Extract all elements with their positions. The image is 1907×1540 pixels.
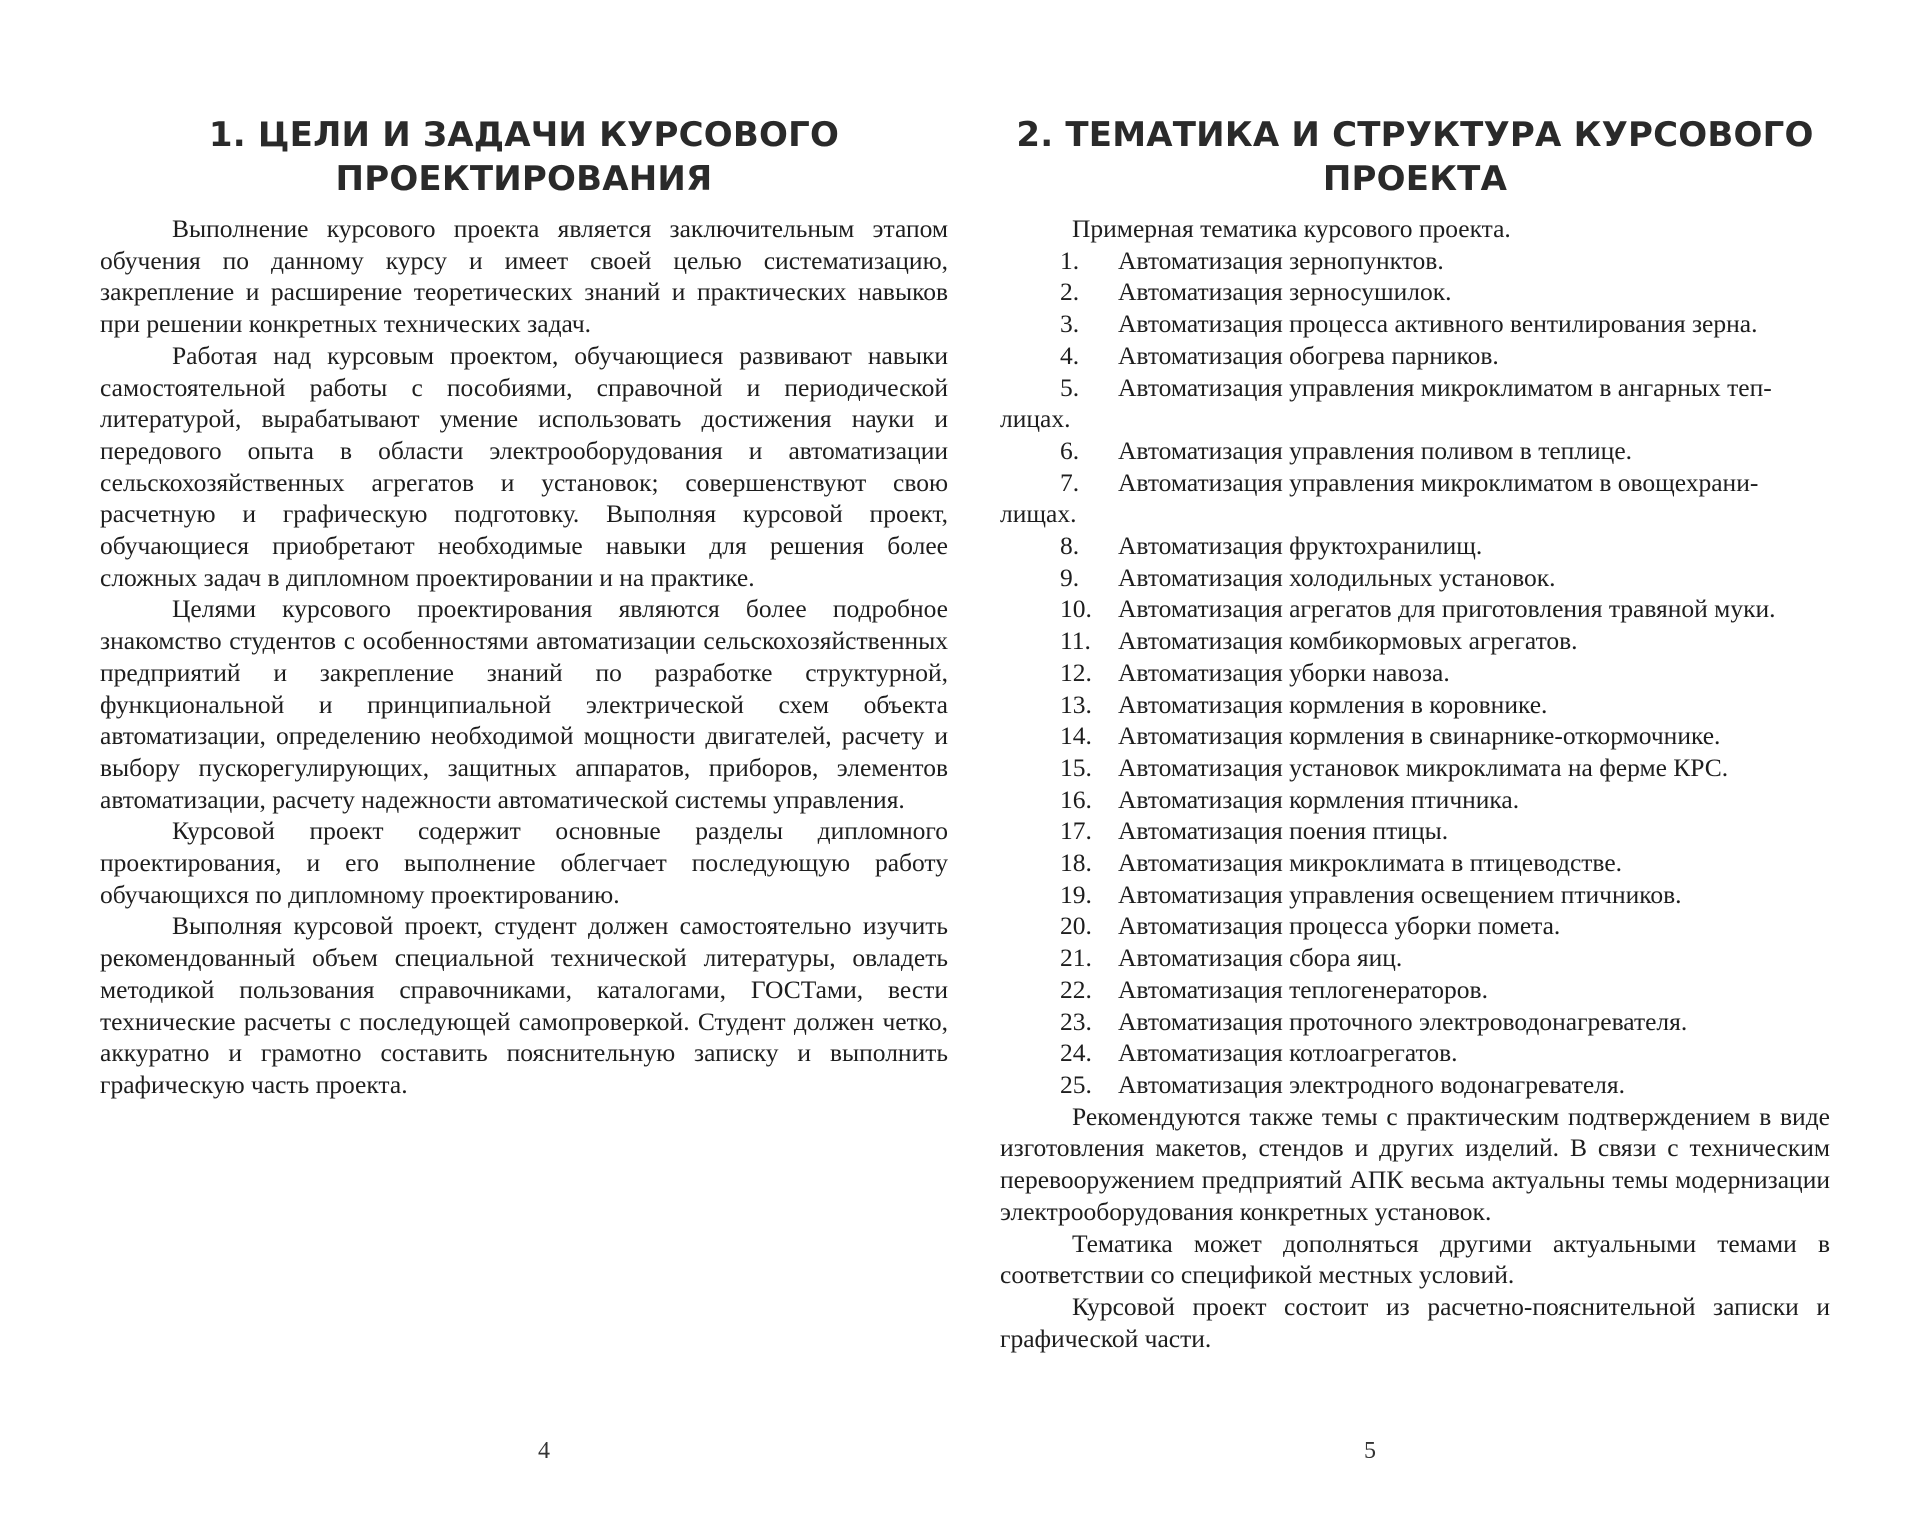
topic-number: 5. [1060,372,1080,402]
topic-number: 15. [1060,752,1092,782]
topic-item [1000,910,1830,942]
paragraph: Рекомендуются также темы с практическим подтверждением в виде изготовления макетов, стендов и других изделий. В связи с техническим перевооружением предприятий АПК весьма актуальны темы модернизации электрооборудования конкретных установок. [1000,1101,1830,1226]
topic-item [1000,340,1830,372]
section-2-body [1000,213,1830,1354]
section-1-body [100,213,948,1101]
topic-text-wrap [1118,562,1830,594]
topic-text: Автоматизация управления микроклиматом в ангарных теп- [1118,372,1772,402]
topic-text: Автоматизация кормления в свинарнике-откормочнике. [1118,721,1721,751]
topic-item-continuation [1000,498,1830,530]
topics-intro: Примерная тематика курсового проекта. [1072,214,1511,243]
topic-number: 16. [1060,784,1092,814]
paragraph: Работая над курсовым проектом, обучающиеся развивают навыки самостоятельной работы с пособиями, справочной и периодической литературой, вырабатывают умение использовать достижения науки и передового опыта в области электрооборудования и автоматизации сельскохозяйственных агрегатов и установок; совершенствуют свою расчетную и графическую подготовку. Выполняя курсовой проект, обучающиеся приобретают необходимые навыки для решения более сложных задач в дипломном проектировании и на практике. [100,340,948,592]
section-1-heading-line1: 1. ЦЕЛИ И ЗАДАЧИ КУРСОВОГО [208,115,840,155]
topic-number: 10. [1060,594,1092,624]
topic-number: 12. [1060,657,1092,687]
topic-text-wrap [1118,340,1830,372]
topic-number: 24. [1060,1038,1092,1068]
topic-item [1000,815,1830,847]
topic-text-wrap [1118,372,1830,404]
topic-text-wrap [1118,593,1830,625]
topic-number: 6. [1060,435,1080,465]
right-page [1000,0,1830,1540]
topic-item [1000,847,1830,879]
topic-item [1000,1037,1830,1069]
topic-number: 2. [1060,277,1080,307]
topic-text: Автоматизация проточного электроводонагревателя. [1118,1006,1688,1036]
topic-text: Автоматизация агрегатов для приготовления травяной муки. [1118,594,1776,624]
topic-text-wrap [1118,910,1830,942]
topic-item [1000,372,1830,404]
topic-text-continuation: лицах. [1000,404,1071,434]
topic-text-continuation: лищах. [1000,499,1077,529]
topic-text: Автоматизация установок микроклимата на ферме КРС. [1118,752,1729,782]
topic-number: 9. [1060,562,1080,592]
topic-item [1000,942,1830,974]
topic-number: 19. [1060,879,1092,909]
topic-number: 25. [1060,1069,1092,1099]
section-2-heading-line2: ПРОЕКТА [1322,159,1508,199]
topic-item-continuation [1000,403,1830,435]
topic-item [1000,530,1830,562]
section-1-heading [100,113,948,201]
paragraph: Выполнение курсового проекта является заключительным этапом обучения по данному курсу и имеет своей целью систематизацию, закрепление и расширение теоретических знаний и практических навыков при решении конкретных технических задач. [100,214,948,339]
paragraph: Курсовой проект состоит из расчетно-пояснительной записки и графической части. [1000,1291,1830,1353]
topic-text-wrap [1118,276,1830,308]
topic-text-wrap [1118,625,1830,657]
topic-number: 18. [1060,848,1092,878]
topic-text-wrap [1118,942,1830,974]
topic-text: Автоматизация кормления птичника. [1118,784,1520,814]
paragraph: Тематика может дополняться другими актуальными темами в соответствии со спецификой местных условий. [1000,1228,1830,1290]
topic-item [1000,276,1830,308]
paragraph: Целями курсового проектирования являются более подробное знакомство студентов с особенностями автоматизации сельскохозяйственных предприятий и закрепление знаний по разработке структурной, функциональной и принципиальной электрической схем объекта автоматизации, определению необходимой мощности двигателей, расчету и выбору пускорегулирующих, защитных аппаратов, приборов, элементов автоматизации, расчету надежности автоматической системы управления. [100,594,948,814]
topic-item [1000,752,1830,784]
topic-number: 22. [1060,974,1092,1004]
topic-item [1000,720,1830,752]
topic-number: 3. [1060,309,1080,339]
topic-item [1000,435,1830,467]
topic-text-wrap [1118,752,1830,784]
topic-item [1000,625,1830,657]
left-page [100,0,948,1540]
topic-number: 7. [1060,467,1080,497]
topic-item [1000,1006,1830,1038]
topic-text: Автоматизация котлоагрегатов. [1118,1038,1458,1068]
topic-text: Автоматизация управления микроклиматом в овощехрани- [1118,467,1759,497]
topic-item [1000,657,1830,689]
topic-item [1000,245,1830,277]
topic-text: Автоматизация кормления в коровнике. [1118,689,1548,719]
topic-text: Автоматизация зерносушилок. [1118,277,1452,307]
topic-item [1000,784,1830,816]
topic-text-wrap [1118,784,1830,816]
paragraph: Выполняя курсовой проект, студент должен самостоятельно изучить рекомендованный объем специальной технической литературы, овладеть методикой пользования справочниками, каталогами, ГОСТами, вести технические расчеты с последующей самопроверкой. Студент должен четко, аккуратно и грамотно составить пояснительную записку и выполнить графическую часть проекта. [100,911,948,1099]
topic-number: 13. [1060,689,1092,719]
topic-text-wrap [1118,1037,1830,1069]
page-number: 5 [1364,1438,1376,1464]
topic-text: Автоматизация обогрева парников. [1118,340,1499,370]
topic-text-wrap [1118,530,1830,562]
topic-text: Автоматизация управления поливом в теплице. [1118,435,1633,465]
topic-text-wrap [1118,879,1830,911]
section-2-heading [1000,113,1830,201]
topic-list [1000,245,1830,1101]
topic-text: Автоматизация фруктохранилищ. [1118,531,1483,561]
topic-number: 23. [1060,1006,1092,1036]
topic-text: Автоматизация сбора яиц. [1118,943,1403,973]
topic-text: Автоматизация поения птицы. [1118,816,1449,846]
topic-item [1000,467,1830,499]
topic-text-wrap [1118,815,1830,847]
topic-number: 17. [1060,816,1092,846]
topic-text-wrap [1118,974,1830,1006]
topic-number: 4. [1060,340,1080,370]
topic-item [1000,308,1830,340]
paragraph: Курсовой проект содержит основные разделы дипломного проектирования, и его выполнение облегчает последующую работу обучающихся по дипломному проектированию. [100,816,948,909]
topic-number: 20. [1060,911,1092,941]
topic-number: 11. [1060,626,1091,656]
topic-item [1000,879,1830,911]
topic-text: Автоматизация теплогенераторов. [1118,974,1488,1004]
topic-text-wrap [1118,1069,1830,1101]
section-2-heading-line1: 2. ТЕМАТИКА И СТРУКТУРА КУРСОВОГО [1016,115,1814,155]
topic-text-wrap [1118,657,1830,689]
topic-text-wrap [1118,245,1830,277]
topic-item [1000,562,1830,594]
topic-text-wrap [1118,308,1830,340]
topic-text: Автоматизация процесса активного вентилирования зерна. [1118,309,1758,339]
topic-number: 14. [1060,721,1092,751]
topic-item [1000,1069,1830,1101]
topic-text-wrap [1118,689,1830,721]
topic-text-wrap [1118,847,1830,879]
topic-item [1000,593,1830,625]
topic-text: Автоматизация электродного водонагревателя. [1118,1069,1625,1099]
topic-item [1000,689,1830,721]
topic-text-wrap [1118,720,1830,752]
topic-number: 21. [1060,943,1092,973]
topic-text: Автоматизация процесса уборки помета. [1118,911,1561,941]
topic-text: Автоматизация комбикормовых агрегатов. [1118,626,1578,656]
topic-number: 8. [1060,531,1080,561]
topic-number: 1. [1060,245,1080,275]
topic-text-wrap [1118,435,1830,467]
topic-text-wrap [1118,467,1830,499]
topic-item [1000,974,1830,1006]
section-1-heading-line2: ПРОЕКТИРОВАНИЯ [335,159,713,199]
topic-text: Автоматизация холодильных установок. [1118,562,1556,592]
topic-text: Автоматизация управления освещением птичников. [1118,879,1682,909]
topic-text: Автоматизация микроклимата в птицеводстве. [1118,848,1623,878]
topic-text: Автоматизация уборки навоза. [1118,657,1450,687]
page-number: 4 [538,1438,550,1464]
topic-text-wrap [1118,1006,1830,1038]
topic-text: Автоматизация зернопунктов. [1118,245,1444,275]
